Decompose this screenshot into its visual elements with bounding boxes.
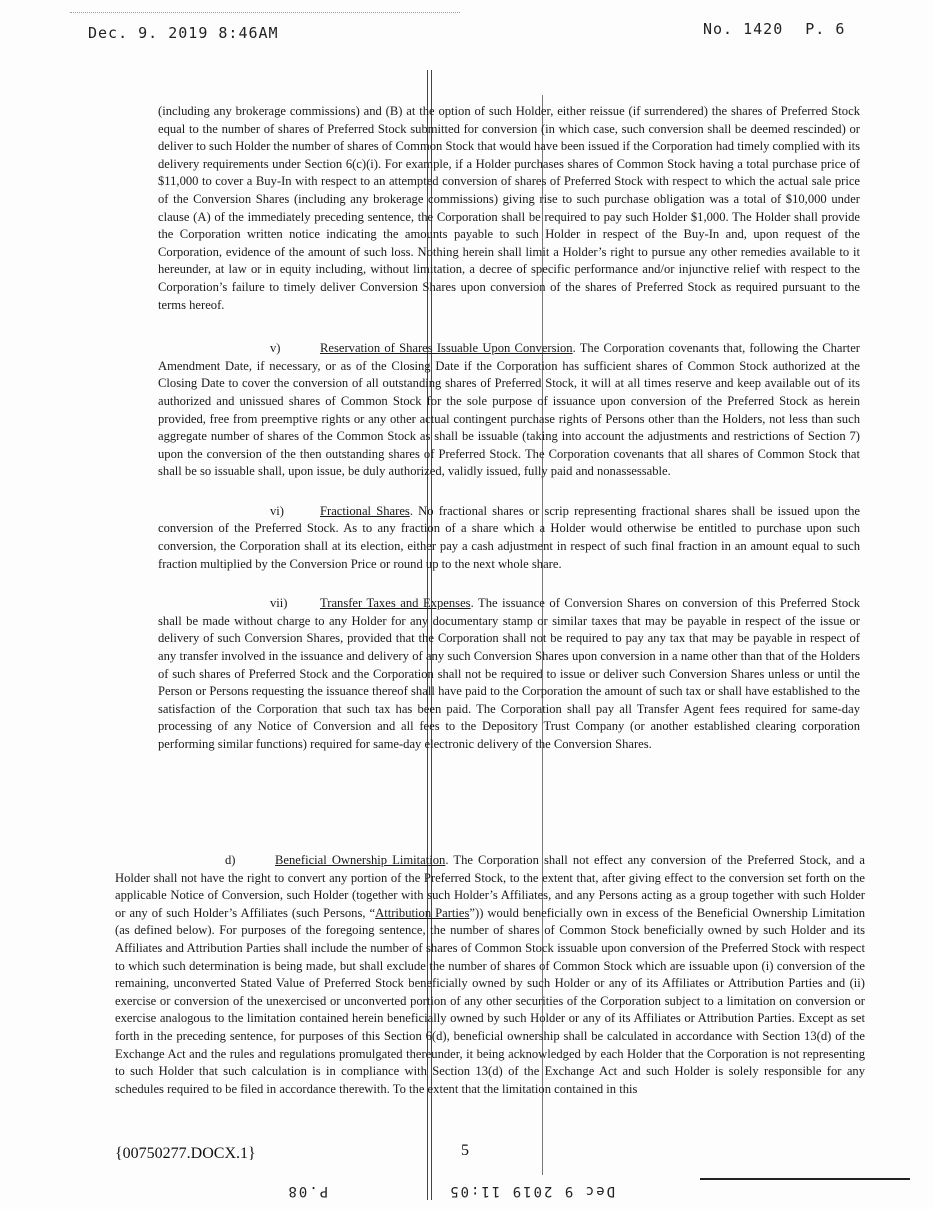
section-vi-paragraph <box>158 503 860 573</box>
section-v-heading: Reservation of Shares Issuable Upon Conversion <box>320 341 573 356</box>
inverted-stamp-datetime: Dec 9 2019 11:05 <box>448 1183 615 1199</box>
section-vii-paragraph <box>158 595 860 753</box>
section-d-block <box>115 852 865 1098</box>
section-vi-text: . No fractional shares or scrip representing fractional shares shall be issued upon the conversion of the Preferred Stock. As to any fraction of a share which a Holder would otherwise be entitled to purchase upon such conversion, the Corporation shall at its election, either pay a cash adjustment in respect of such final fraction in an amount equal to such fraction multiplied by the Conversion Price or round up to the next whole share. <box>158 503 860 571</box>
defined-term-attribution-parties: Attribution Parties <box>375 905 470 920</box>
section-d-heading: Beneficial Ownership Limitation <box>275 853 446 867</box>
inverted-fax-stamp <box>155 1183 615 1199</box>
document-body <box>158 103 860 776</box>
section-vii-text: . The issuance of Conversion Shares on conversion of this Preferred Stock shall be made without charge to any Holder for any documentary stamp or similar taxes that may be payable in respect of the issue or delivery of such Conversion Shares, provided that the Corporation shall not be required to pay any tax that may be payable in respect of any transfer involved in the issuance and delivery of any such Conversion Shares upon conversion in a name other than that of the Holders of such shares of Preferred Stock and the Corporation shall not be required to issue or deliver such Conversion Shares unless or until the Person or Persons requesting the issuance thereof shall have paid to the Corporation the amount of such tax or shall have established to the satisfaction of the Corporation that such tax has been paid. The Corporation shall pay all Transfer Agent fees required for same-day processing of any Notice of Conversion and all fees to the Depository Trust Company (or another established clearing corporation performing similar functions) required for same-day electronic delivery of the Conversion Shares. <box>158 596 860 751</box>
footer-page-number: 5 <box>461 1142 469 1159</box>
continuation-paragraph: (including any brokerage commissions) and (B) at the option of such Holder, either reissue (if surrendered) the shares of Preferred Stock equal to the number of shares of Preferred Stock submitted for conversion (in which case, such conversion shall be deemed rescinded) or deliver to such Holder the number of shares of Common Stock that would have been issued if the Corporation had timely complied with its delivery requirements under Section 6(c)(i). For example, if a Holder purchases shares of Common Stock having a total purchase price of $11,000 to cover a Buy-In with respect to an attempted conversion of shares of Preferred Stock with respect to which the actual sale price of the Conversion Shares (including any brokerage commissions) giving rise to such purchase obligation was a total of $10,000 under clause (A) of the immediately preceding sentence, the Corporation shall be required to pay such Holder $1,000. The Holder shall provide the Corporation written notice indicating the amounts payable to such Holder in respect of the Buy-In and, upon request of the Corporation, evidence of the amount of such loss. Nothing herein shall limit a Holder’s right to pursue any other remedies available to it hereunder, at law or in equity including, without limitation, a decree of specific performance and/or injunctive relief with respect to the Corporation’s failure to timely deliver Conversion Shares upon conversion of the shares of Preferred Stock as required pursuant to the terms hereof. <box>158 104 860 312</box>
footer-document-id: {00750277.DOCX.1} <box>115 1145 256 1162</box>
section-v-paragraph <box>158 340 860 481</box>
section-d-number: d) <box>225 853 236 867</box>
fax-number: No. 1420 <box>703 20 784 38</box>
fax-header-datetime: Dec. 9. 2019 8:46AM <box>88 24 279 42</box>
section-d-text-1: . The Corporation shall not effect any conversion of the Preferred Stock, and a Holder shall not have the right to convert any portion of the Preferred Stock, to the extent that, after giving effect to the conversion set forth on the applicable Notice of Conversion, such Holder (together with such Holder’s Affiliates, and any Persons acting as a group together with such Holder or any of such Holder’s Affiliates (such Persons, “ <box>115 853 865 920</box>
inverted-stamp-page: P.08 <box>286 1183 329 1199</box>
section-vi-heading: Fractional Shares <box>320 503 410 518</box>
section-v-number: v) <box>270 341 281 356</box>
section-vi-number: vi) <box>270 503 284 518</box>
fax-header-page-info <box>703 20 845 38</box>
section-vii-heading: Transfer Taxes and Expenses <box>320 596 471 611</box>
fax-page: P. 6 <box>805 20 846 38</box>
section-v-text: . The Corporation covenants that, following the Charter Amendment Date, if necessary, or as of the Closing Date if the Corporation has sufficient shares of Common Stock authorized at the Closing Date to cover the conversion of all outstanding shares of Preferred Stock, it will at all times reserve and keep available out of its authorized and unissued shares of Common Stock for the sole purpose of issuance upon conversion of the Preferred Stock as herein provided, free from preemptive rights or any other actual contingent purchase rights of Persons other than the Holders, not less than such aggregate number of shares of the Common Stock as shall be issuable (taking into account the adjustments and restrictions of Section 7) upon the conversion of the then outstanding shares of Preferred Stock. The Corporation covenants that all shares of Common Stock that shall be so issuable shall, upon issue, be duly authorized, validly issued, fully paid and nonassessable. <box>158 341 860 479</box>
section-vii-number: vii) <box>270 596 288 611</box>
section-d-text-2: ”)) would beneficially own in excess of the Beneficial Ownership Limitation (as defined below). For purposes of the foregoing sentence, the number of shares of Common Stock beneficially owned by such Holder and its Affiliates and Attribution Parties shall include the number of shares of Common Stock issuable upon conversion of the Preferred Stock with respect to which such determination is being made, but shall exclude the number of shares of Common Stock which are issuable upon (i) conversion of the remaining, unconverted Stated Value of Preferred Stock beneficially owned by such Holder or any of its Affiliates or Attribution Parties and (ii) exercise or conversion of the unexercised or unconverted portion of any other securities of the Corporation subject to a limitation on conversion or exercise analogous to the limitation contained herein beneficially owned by such Holder or any of its Affiliates or Attribution Parties. Except as set forth in the preceding sentence, for purposes of this Section 6(d), beneficial ownership shall be calculated in accordance with Section 13(d) of the Exchange Act and the rules and regulations promulgated thereunder, it being acknowledged by each Holder that the Corporation is not representing to such Holder that such calculation is in compliance with Section 13(d) of the Exchange Act and such Holder is solely responsible for any schedules required to be filed in accordance therewith. To the extent that the limitation contained in this <box>115 905 865 1096</box>
section-d-paragraph <box>115 852 865 1098</box>
bottom-rule <box>700 1178 910 1180</box>
scan-speckle <box>70 12 460 16</box>
